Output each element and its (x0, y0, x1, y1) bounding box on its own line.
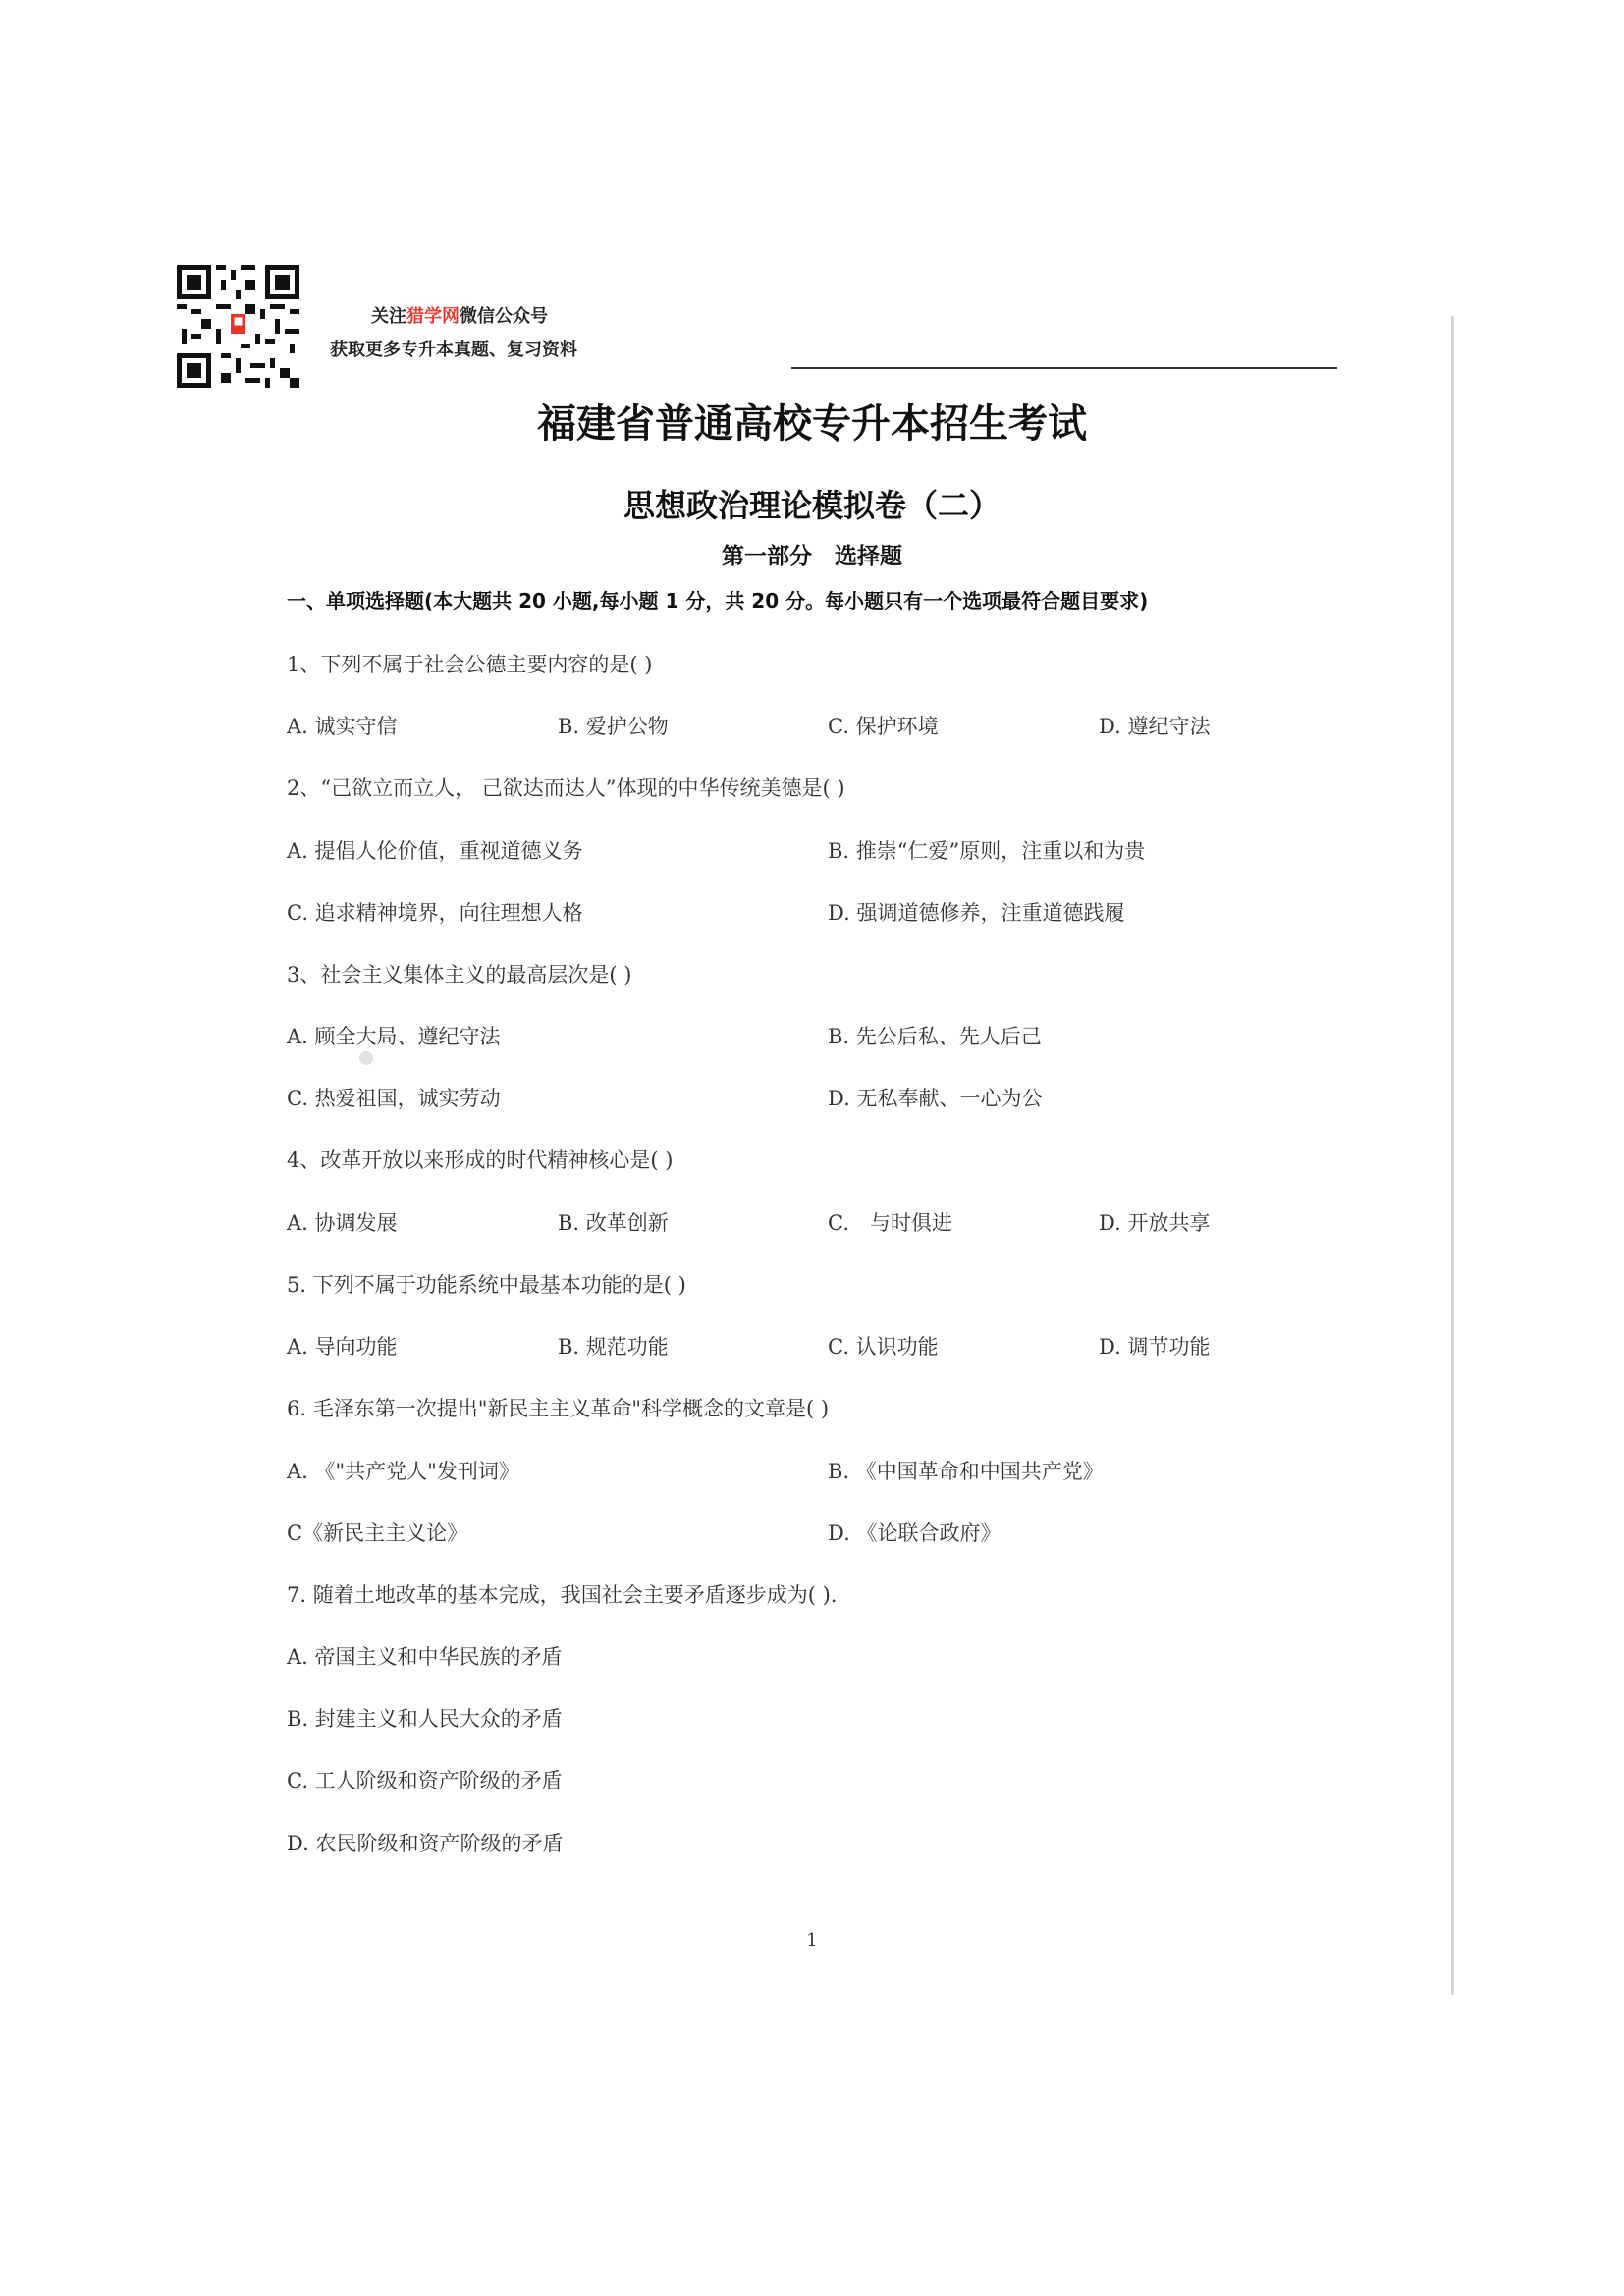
q5-option-b[interactable]: B. 规范功能 (558, 1335, 669, 1359)
question-5: 5. 下列不属于功能系统中最基本功能的是( ) (287, 1273, 686, 1297)
q4-option-c[interactable]: C. 与时俱进 (828, 1211, 952, 1235)
question-4: 4、改革开放以来形成的时代精神核心是( ) (287, 1148, 674, 1172)
q7-option-d[interactable]: D. 农民阶级和资产阶级的矛盾 (287, 1832, 564, 1855)
page-number: 1 (806, 1930, 818, 1950)
promo-brand-link[interactable]: 猎学网 (406, 306, 460, 327)
q4-option-a[interactable]: A. 协调发展 (287, 1211, 398, 1235)
question-1: 1、下列不属于社会公德主要内容的是( ) (287, 653, 653, 676)
q3-option-b[interactable]: B. 先公后私、先人后己 (828, 1025, 1042, 1048)
promo-line2: 获取更多专升本真题、复习资料 (330, 340, 577, 360)
q5-option-c[interactable]: C. 认识功能 (828, 1335, 939, 1359)
q2-option-d[interactable]: D. 强调道德修养，注重道德践履 (828, 901, 1125, 925)
question-2: 2、“己欲立而立人， 己欲达而达人”体现的中华传统美德是( ) (287, 776, 845, 800)
q7-option-c[interactable]: C. 工人阶级和资产阶级的矛盾 (287, 1769, 563, 1792)
q4-option-b[interactable]: B. 改革创新 (558, 1211, 669, 1235)
q6-option-a[interactable]: A. 《"共产党人"发刊词》 (287, 1460, 519, 1483)
q3-option-d[interactable]: D. 无私奉献、一心为公 (828, 1087, 1043, 1110)
q4-option-d[interactable]: D. 开放共享 (1099, 1211, 1211, 1235)
scan-smudge (359, 1051, 373, 1065)
qr-code-icon (177, 265, 299, 388)
q1-option-c[interactable]: C. 保护环境 (828, 715, 939, 738)
question-3: 3、社会主义集体主义的最高层次是( ) (287, 963, 632, 987)
part-heading: 第一部分 选择题 (722, 544, 902, 569)
q5-option-d[interactable]: D. 调节功能 (1099, 1335, 1211, 1359)
q2-option-a[interactable]: A. 提倡人伦价值，重视道德义务 (287, 839, 583, 863)
section-instruction: 一、单项选择题(本大题共 20 小题,每小题 1 分，共 20 分。每小题只有一个选项最符合题目要求) (287, 589, 1149, 613)
q1-option-d[interactable]: D. 遵纪守法 (1099, 715, 1211, 738)
header-divider (791, 367, 1337, 369)
q2-option-b[interactable]: B. 推崇“仁爱”原则，注重以和为贵 (828, 839, 1146, 863)
promo-suffix: 微信公众号 (460, 306, 548, 327)
question-6: 6. 毛泽东第一次提出"新民主主义革命"科学概念的文章是( ) (287, 1397, 830, 1420)
question-7: 7. 随着土地改革的基本完成，我国社会主要矛盾逐步成为( ). (287, 1583, 838, 1607)
q6-option-d[interactable]: D. 《论联合政府》 (828, 1522, 1001, 1545)
q7-option-b[interactable]: B. 封建主义和人民大众的矛盾 (287, 1707, 563, 1731)
q5-option-a[interactable]: A. 导向功能 (287, 1335, 398, 1359)
q6-option-b[interactable]: B. 《中国革命和中国共产党》 (828, 1460, 1104, 1483)
exam-subtitle: 思想政治理论模拟卷（二） (623, 487, 1001, 524)
promo-text (330, 300, 577, 367)
q7-option-a[interactable]: A. 帝国主义和中华民族的矛盾 (287, 1645, 563, 1669)
q3-option-a[interactable]: A. 顾全大局、遵纪守法 (287, 1025, 501, 1048)
q1-option-a[interactable]: A. 诚实守信 (287, 715, 398, 738)
q2-option-c[interactable]: C. 追求精神境界，向往理想人格 (287, 901, 583, 925)
q3-option-c[interactable]: C. 热爱祖国，诚实劳动 (287, 1087, 501, 1110)
exam-title: 福建省普通高校专升本招生考试 (537, 401, 1087, 447)
promo-prefix: 关注 (371, 306, 406, 327)
q6-option-c[interactable]: C《新民主主义论》 (287, 1522, 468, 1545)
q1-option-b[interactable]: B. 爱护公物 (558, 715, 669, 738)
